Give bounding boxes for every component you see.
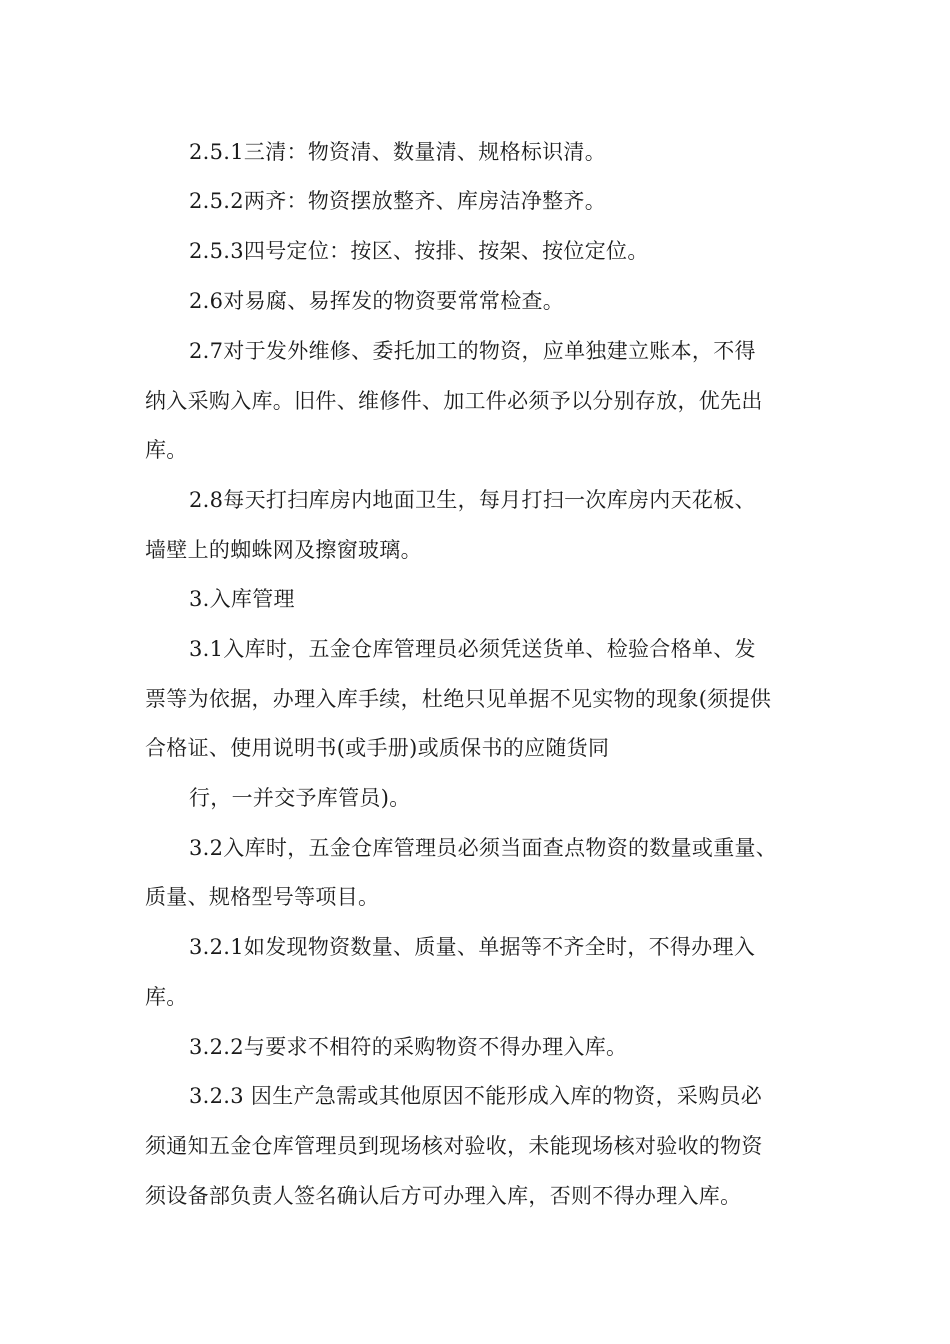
text-line: 2.6对易腐、易挥发的物资要常常检查。 [189,289,565,313]
text-line: 3.2.2与要求不相符的采购物资不得办理入库。 [189,1035,628,1059]
text-line: 质量、规格型号等项目。 [145,885,380,909]
text-line: 须通知五金仓库管理员到现场核对验收，未能现场核对验收的物资 [145,1134,763,1158]
text-line: 行，一并交予库管员)。 [189,786,411,810]
text-line: 墙壁上的蜘蛛网及擦窗玻璃。 [145,538,422,562]
section-heading: 3.入库管理 [189,587,295,611]
text-line: 3.2.1如发现物资数量、质量、单据等不齐全时，不得办理入 [189,935,756,959]
text-line: 3.2.3 因生产急需或其他原因不能形成入库的物资，采购员必 [189,1084,763,1108]
text-line: 2.5.3四号定位：按区、按排、按架、按位定位。 [189,239,649,263]
text-line: 纳入采购入库。旧件、维修件、加工件必须予以分别存放，优先出 [145,389,763,413]
text-line: 合格证、使用说明书(或手册)或质保书的应随货同 [145,736,610,760]
text-line: 2.8每天打扫库房内地面卫生，每月打扫一次库房内天花板、 [189,488,756,512]
text-line: 须设备部负责人签名确认后方可办理入库，否则不得办理入库。 [145,1184,742,1208]
text-line: 票等为依据，办理入库手续，杜绝只见单据不见实物的现象(须提供 [145,687,772,711]
text-line: 3.1入库时，五金仓库管理员必须凭送货单、检验合格单、发 [189,637,756,661]
text-line: 2.5.2两齐：物资摆放整齐、库房洁净整齐。 [189,189,607,213]
text-line: 库。 [145,985,188,1009]
text-line: 2.5.1三清：物资清、数量清、规格标识清。 [189,140,607,164]
text-line: 3.2入库时，五金仓库管理员必须当面查点物资的数量或重量、 [189,836,778,860]
text-line: 库。 [145,438,188,462]
text-line: 2.7对于发外维修、委托加工的物资，应单独建立账本，不得 [189,339,756,363]
